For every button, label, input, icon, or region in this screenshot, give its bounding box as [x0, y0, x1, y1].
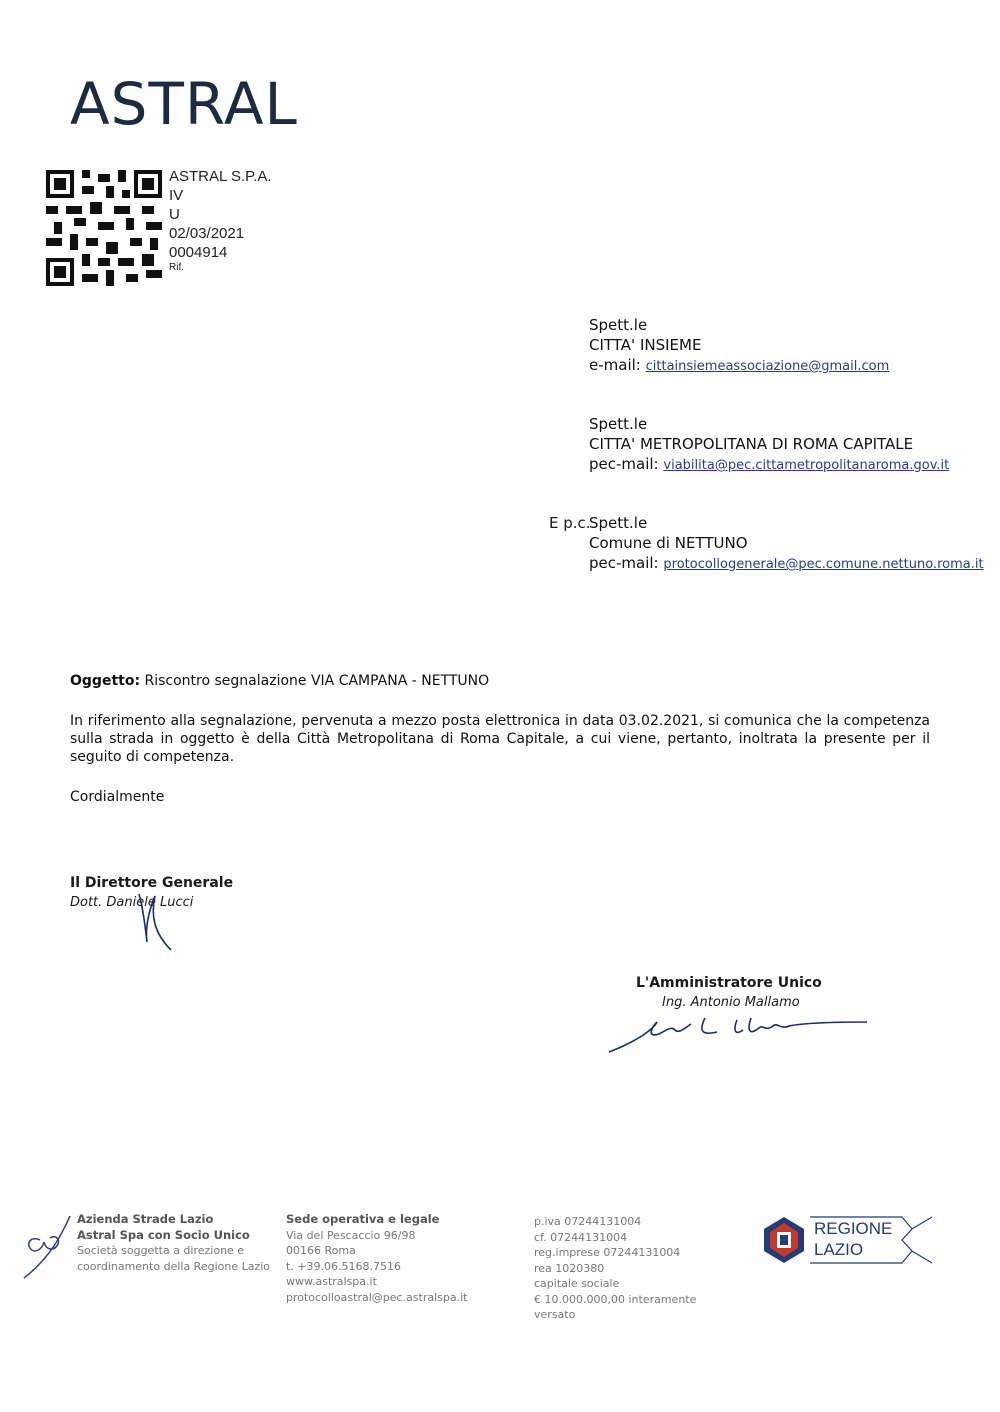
handwritten-signature-director — [125, 890, 185, 956]
footer-fiscal-line: p.iva 07244131004 — [534, 1215, 642, 1228]
recipient-2 — [589, 414, 949, 476]
recipient-salutation: Spett.le — [589, 316, 648, 334]
footer-fiscal — [534, 1214, 696, 1323]
footer-address-line: 00166 Roma — [286, 1244, 356, 1257]
signature-name: Ing. Antonio Mallamo — [662, 995, 800, 1010]
recipient-salutation: Spett.le — [589, 514, 648, 532]
qr-code-icon — [46, 170, 162, 286]
letter-subject — [70, 672, 930, 690]
footer-company-line: Società soggetta a direzione e — [77, 1244, 245, 1257]
footer-phone: t. +39.06.5168.7516 — [286, 1259, 401, 1273]
protocol-date: 02/03/2021 — [169, 225, 245, 242]
signature-title: L'Amministratore Unico — [636, 975, 822, 991]
subject-label: Oggetto: — [70, 673, 141, 689]
recipient-pec-link[interactable]: viabilita@pec.cittametropolitanaroma.gov.it — [663, 458, 950, 473]
footer-company-line: coordinamento della Regione Lazio — [77, 1259, 271, 1273]
astral-logo: ASTRAL — [70, 70, 298, 138]
astral-signature-mark-icon — [20, 1210, 76, 1282]
handwritten-signature-administrator — [605, 1012, 873, 1056]
protocol-line-2: IV — [169, 187, 184, 204]
recipient-name: CITTA' METROPOLITANA DI ROMA CAPITALE — [589, 435, 914, 453]
recipient-1 — [589, 315, 889, 377]
footer-website-link[interactable]: www.astralspa.it — [286, 1275, 377, 1288]
footer-company — [77, 1212, 270, 1274]
footer-fiscal-line: cf. 07244131004 — [534, 1230, 628, 1244]
footer-fiscal-line: rea 1020380 — [534, 1261, 605, 1275]
recipient-contact-label: e-mail: — [589, 356, 641, 374]
recipient-contact-label: pec-mail: — [589, 455, 659, 473]
subject-text: Riscontro segnalazione VIA CAMPANA - NETTUNO — [144, 673, 490, 689]
recipient-name: CITTA' INSIEME — [589, 336, 702, 354]
lazio-line: LAZIO — [814, 1240, 864, 1259]
cc-prefix: E p.c. — [549, 514, 591, 532]
footer-address-line: Via del Pescaccio 96/98 — [286, 1228, 416, 1242]
recipient-email-link[interactable]: cittainsiemeassociazione@gmail.com — [645, 359, 890, 374]
signature-title: Il Direttore Generale — [70, 875, 234, 891]
recipient-name: Comune di NETTUNO — [589, 534, 748, 552]
letter-closing: Cordialmente — [70, 789, 165, 805]
footer-company-subtitle: Astral Spa con Socio Unico — [77, 1227, 250, 1242]
recipient-contact-label: pec-mail: — [589, 554, 659, 572]
footer-address — [286, 1212, 467, 1305]
signature-name: Dott. Daniele Lucci — [70, 895, 194, 910]
signature-block-administrator — [636, 975, 822, 1010]
footer-address-title: Sede operativa e legale — [286, 1212, 440, 1226]
letter-body: In riferimento alla segnalazione, pervenuta a mezzo posta elettronica in data 03.02.2021, si comunica che la competenza sulla strada in oggetto è della Città Metropolitana di Roma Capitale, a cui viene, pertanto, inoltrata la presente per il seguito di competenza. — [70, 713, 930, 765]
recipient-salutation: Spett.le — [589, 415, 648, 433]
protocol-line-3: U — [169, 206, 180, 223]
regione-lazio-emblem-icon — [764, 1217, 804, 1263]
protocol-number: 0004914 — [169, 244, 228, 261]
footer-fiscal-line: versato — [534, 1308, 576, 1321]
footer-pec-link[interactable]: protocolloastral@pec.astralspa.it — [286, 1290, 468, 1304]
protocol-company: ASTRAL S.P.A. — [169, 168, 272, 185]
protocol-stamp — [169, 167, 272, 274]
footer-fiscal-line: capitale sociale — [534, 1277, 620, 1290]
recipient-pec-link[interactable]: protocollogenerale@pec.comune.nettuno.roma.it — [663, 557, 984, 572]
regione-lazio-wordmark — [814, 1218, 892, 1260]
recipient-3 — [589, 513, 984, 575]
regione-line: REGIONE — [814, 1219, 893, 1238]
footer-fiscal-line: reg.imprese 07244131004 — [534, 1246, 681, 1259]
footer-company-title: Azienda Strade Lazio — [77, 1212, 214, 1226]
protocol-rif: Rif. — [169, 262, 184, 273]
footer-fiscal-line: € 10.000.000,00 interamente — [534, 1292, 697, 1306]
